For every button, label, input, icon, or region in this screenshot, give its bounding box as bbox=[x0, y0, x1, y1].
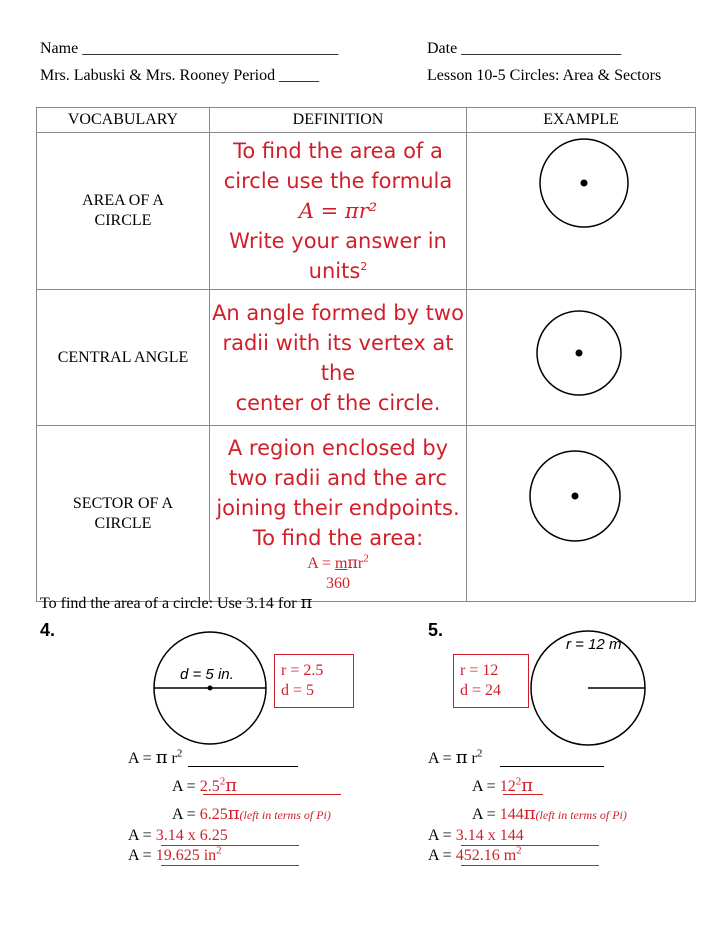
answer-underline bbox=[461, 865, 599, 866]
step-label: A = bbox=[428, 847, 456, 864]
step-exponent: 2 bbox=[216, 844, 222, 857]
circle-example-1 bbox=[467, 133, 695, 284]
answer-underline bbox=[161, 865, 299, 866]
step-label: A = bbox=[128, 847, 156, 864]
def-line: two radii and the arc bbox=[228, 466, 448, 490]
pi-symbol: π bbox=[521, 775, 534, 796]
step-note: (left in terms of Pi) bbox=[239, 808, 331, 822]
formula-m: m bbox=[334, 555, 348, 572]
problem-4-step-1 bbox=[128, 747, 182, 768]
def-line: To find the area: bbox=[252, 526, 424, 550]
def-line: center of the circle. bbox=[235, 390, 441, 415]
step-value: 19.625 in bbox=[155, 847, 217, 864]
answer-underline bbox=[503, 794, 543, 795]
problem-4-step-2 bbox=[172, 775, 237, 796]
table-row-example bbox=[467, 290, 696, 426]
table-row-definition bbox=[210, 290, 467, 426]
step-label: A = bbox=[428, 750, 456, 767]
pi-symbol: π bbox=[155, 747, 168, 768]
step-exponent: 2 bbox=[476, 747, 483, 760]
answer-blank bbox=[188, 766, 298, 767]
problem-5-step-4 bbox=[428, 827, 524, 845]
def-line: To find the area of a bbox=[233, 139, 443, 163]
term-sector-of-circle: SECTOR OF A CIRCLE bbox=[72, 494, 174, 532]
step-exponent: 2 bbox=[515, 775, 522, 788]
circle-example-2 bbox=[467, 290, 695, 420]
sector-formula bbox=[210, 553, 466, 594]
pi-symbol: π bbox=[300, 592, 313, 613]
step-label: A = bbox=[472, 778, 500, 795]
given-radius: r = 12 bbox=[460, 662, 499, 679]
formula-a: A = bbox=[307, 555, 335, 572]
name-field-label: Name ________________________________ bbox=[40, 40, 339, 57]
problem-5-step-5 bbox=[428, 844, 522, 865]
problem-5-step-2 bbox=[472, 775, 533, 796]
table-row-example bbox=[467, 426, 696, 602]
def-line: Write your answer in bbox=[229, 229, 447, 253]
step-label: A = bbox=[472, 806, 500, 823]
problem-5-given-box bbox=[453, 654, 529, 708]
pi-symbol: π bbox=[455, 747, 468, 768]
answer-blank bbox=[500, 766, 604, 767]
problem-4-given-box bbox=[274, 654, 354, 708]
problem-4-number: 4. bbox=[40, 620, 56, 640]
given-diameter: d = 5 bbox=[281, 682, 315, 699]
def-line: radii with its vertex at the bbox=[222, 330, 454, 385]
def-line-units bbox=[210, 256, 466, 286]
answer-underline bbox=[461, 845, 599, 846]
step-value: 452.16 m bbox=[455, 847, 517, 864]
formula-denominator: 360 bbox=[326, 575, 350, 592]
instruction-label: To find the area of a circle: Use 3.14 for bbox=[40, 595, 301, 612]
problem-5-step-1 bbox=[428, 747, 482, 768]
table-row-term bbox=[37, 133, 210, 290]
problem-4-diameter-label: d = 5 in. bbox=[180, 666, 234, 683]
def-line: circle use the formula bbox=[223, 169, 453, 193]
problem-5-radius-label: r = 12 m bbox=[566, 636, 622, 653]
definition-area-of-circle bbox=[210, 136, 466, 286]
formula-pi: π bbox=[347, 553, 358, 572]
step-label: A = bbox=[128, 750, 156, 767]
table-row-definition bbox=[210, 426, 467, 602]
table-row-term bbox=[37, 426, 210, 602]
example-column-header: EXAMPLE bbox=[467, 108, 696, 133]
definition-sector bbox=[210, 433, 466, 553]
step-value: 2.5 bbox=[199, 778, 220, 795]
step-exponent: 2 bbox=[516, 844, 522, 857]
pi-symbol: π bbox=[227, 803, 240, 824]
formula-exponent: 2 bbox=[363, 552, 369, 565]
vocab-column-header: VOCABULARY bbox=[37, 108, 210, 133]
step-value: 3.14 x 144 bbox=[455, 827, 524, 844]
definition-column-header: DEFINITION bbox=[210, 108, 467, 133]
step-value: 3.14 x 6.25 bbox=[155, 827, 228, 844]
step-r: r bbox=[167, 750, 177, 767]
step-label: A = bbox=[428, 827, 456, 844]
instruction-text bbox=[40, 592, 312, 613]
vocabulary-table bbox=[36, 107, 696, 602]
problem-4-step-3 bbox=[172, 803, 331, 824]
term-central-angle: CENTRAL ANGLE bbox=[57, 348, 189, 366]
center-point bbox=[572, 493, 579, 500]
table-row-term bbox=[37, 290, 210, 426]
step-exponent: 2 bbox=[219, 775, 226, 788]
teachers-period-label: Mrs. Labuski & Mrs. Rooney Period _____ bbox=[40, 67, 320, 84]
step-note: (left in terms of Pi) bbox=[535, 808, 627, 822]
units-exponent: 2 bbox=[360, 260, 368, 273]
table-row-example bbox=[467, 133, 696, 290]
term-area-of-circle: AREA OF A CIRCLE bbox=[82, 192, 164, 229]
step-value: 144 bbox=[499, 806, 524, 823]
answer-underline bbox=[203, 794, 341, 795]
def-line: An angle formed by two bbox=[212, 300, 464, 325]
problem-5-number: 5. bbox=[428, 620, 444, 640]
step-label: A = bbox=[172, 778, 200, 795]
table-row-definition bbox=[210, 133, 467, 290]
step-label: A = bbox=[172, 806, 200, 823]
step-label: A = bbox=[128, 827, 156, 844]
definition-central-angle bbox=[210, 298, 466, 418]
center-point bbox=[208, 686, 213, 691]
circle-example-3 bbox=[467, 426, 695, 596]
problem-4-step-5 bbox=[128, 844, 222, 865]
center-point bbox=[581, 180, 588, 187]
step-r: r bbox=[467, 750, 477, 767]
date-field-label: Date ____________________ bbox=[427, 40, 622, 57]
given-diameter: d = 24 bbox=[460, 682, 502, 699]
step-value: 6.25 bbox=[199, 806, 228, 823]
problem-4-step-4 bbox=[128, 827, 228, 845]
pi-symbol: π bbox=[225, 775, 238, 796]
def-line: A region enclosed by bbox=[227, 436, 449, 460]
center-point bbox=[576, 350, 583, 357]
problem-5-step-3 bbox=[472, 803, 627, 824]
def-line: joining their endpoints. bbox=[216, 496, 460, 520]
given-radius: r = 2.5 bbox=[281, 662, 324, 679]
area-formula: A = πr² bbox=[298, 199, 378, 223]
problem-4-diagram bbox=[150, 628, 272, 750]
lesson-title: Lesson 10-5 Circles: Area & Sectors bbox=[427, 67, 662, 84]
step-value: 12 bbox=[499, 778, 516, 795]
answer-underline bbox=[161, 845, 299, 846]
step-exponent: 2 bbox=[176, 747, 183, 760]
formula-r: r bbox=[357, 555, 364, 572]
units-word: units bbox=[308, 259, 361, 283]
pi-symbol: π bbox=[523, 803, 536, 824]
